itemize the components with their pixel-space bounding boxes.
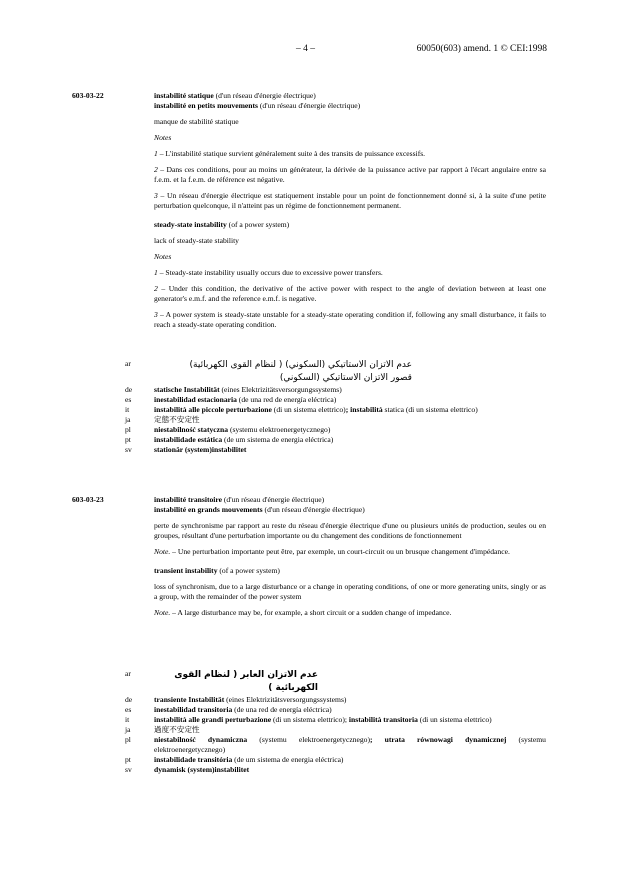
lang-row-pl bbox=[125, 735, 546, 755]
lang-term-sv: stationär (system)instabilitet bbox=[154, 445, 247, 455]
lang-row-ar: ar عدم الاتزان الاستاتيكي (السكوني) ( لنظام القوى الكهربائية) قصور الاتزان الاستاتيكي (السكوني) bbox=[154, 359, 546, 385]
ar-term-1: عدم الاتزان الاستاتيكي (السكوني) ( لنظام القوى الكهربائية) bbox=[189, 360, 412, 370]
fr-note bbox=[154, 547, 546, 557]
entry-body bbox=[154, 495, 546, 618]
lang-term-de bbox=[154, 695, 546, 705]
lang-row-pt bbox=[125, 755, 546, 765]
entry-number: 603-03-23 bbox=[72, 495, 104, 504]
term: instabilità alle piccole perturbazione bbox=[154, 405, 272, 415]
lang-term-pt bbox=[154, 755, 546, 765]
lang-code: de bbox=[125, 695, 133, 705]
lang-row-ja bbox=[125, 415, 546, 425]
lang-row-pt bbox=[125, 435, 546, 445]
lang-code: it bbox=[125, 405, 130, 415]
fr-definition: perte de synchronisme par rapport au reste du réseau d'énergie électrique d'une ou plusieurs unités de production, seules ou en groupes, résultant d'une perturbation importante ou du changement des conditions de fonctionnement bbox=[154, 521, 546, 541]
lang-row-pl bbox=[125, 425, 546, 435]
lang-code: sv bbox=[125, 765, 132, 775]
lang-term-pt bbox=[154, 435, 546, 445]
fr-notes-label: Notes bbox=[154, 133, 172, 143]
term: niestabilność statyczna bbox=[154, 425, 229, 435]
note-label: Note. bbox=[154, 547, 171, 557]
fr-term-synonym-context: (d'un réseau d'énergie électrique) bbox=[258, 101, 361, 111]
note-text: – Un réseau d'énergie électrique est statiquement instable pour un point de fonctionnement donné si, à la suite d'une petite perturbation quelconque, il n'atteint pas un régime de fonctionnement permanent. bbox=[154, 191, 546, 211]
lang-row-es bbox=[125, 705, 546, 715]
en-term-text: steady-state instability bbox=[154, 220, 227, 230]
lang-term-pl bbox=[154, 425, 546, 435]
fr-note-1 bbox=[154, 149, 546, 159]
lang-code: ja bbox=[125, 725, 131, 735]
fr-term-context: (d'un réseau d'énergie électrique) bbox=[222, 495, 325, 504]
lang-term-es bbox=[154, 705, 546, 715]
fr-definition: manque de stabilité statique bbox=[154, 117, 239, 127]
note-text: – Under this condition, the derivative of the active power with respect to the angle of deviation between at least one generator's e.m.f. and the reference e.m.f. is negative. bbox=[154, 284, 546, 304]
en-note-3 bbox=[154, 310, 546, 330]
fr-term-text: instabilité statique bbox=[154, 91, 214, 100]
term-context: (di un sistema elettrico); bbox=[271, 715, 347, 725]
note-text: – A power system is steady-state unstable for a steady-state operating condition if, following any small disturbance, it fails to reach a steady-state operating condition. bbox=[154, 310, 546, 330]
lang-code: es bbox=[125, 395, 132, 405]
note-number: 1 bbox=[154, 149, 158, 159]
lang-row-ar: ar عدم الاتزان العابر ( لنظام القوى الكهربائية ) bbox=[154, 669, 546, 695]
en-note bbox=[154, 608, 546, 618]
lang-row-sv bbox=[125, 765, 546, 775]
term-context: (eines Elektrizitätsversorgungssystems) bbox=[224, 695, 347, 705]
fr-term-synonym bbox=[154, 101, 546, 111]
term: instabilidade transitória bbox=[154, 755, 233, 765]
en-definition: loss of synchronism, due to a large disturbance or a change in operating conditions, of one or more generating units, singly or as a group, with the remainder of the power system bbox=[154, 582, 546, 602]
note-number: 2 bbox=[154, 284, 158, 294]
term: inestabilidad transitoria bbox=[154, 705, 233, 715]
lang-row-ja bbox=[125, 725, 546, 735]
term: statische Instabilität bbox=[154, 385, 220, 395]
term-context: (eines Elektrizitätsversorgungssystems) bbox=[219, 385, 342, 395]
term-context: (de una red de energía eléctrica) bbox=[236, 395, 337, 405]
fr-term bbox=[154, 91, 546, 101]
page-header bbox=[0, 43, 619, 57]
page-number: – 4 – bbox=[296, 44, 315, 54]
fr-term bbox=[154, 495, 546, 505]
lang-code: pl bbox=[125, 425, 131, 435]
en-term-context: (of a power system) bbox=[226, 220, 290, 230]
fr-term-synonym-context: (d'un réseau d'énergie électrique) bbox=[262, 505, 365, 515]
lang-term-ar bbox=[154, 669, 318, 695]
term-separator: ; bbox=[369, 735, 385, 745]
lang-code: es bbox=[125, 705, 132, 715]
en-term bbox=[154, 220, 546, 230]
term-context: (de um sistema de energia eléctrica) bbox=[232, 755, 344, 765]
lang-term-ar bbox=[154, 359, 412, 385]
lang-term-it bbox=[154, 405, 546, 415]
fr-term-synonym-text: instabilité en grands mouvements bbox=[154, 505, 263, 515]
lang-term-ja: 過度不安定性 bbox=[154, 725, 200, 735]
en-definition: lack of steady-state stability bbox=[154, 236, 239, 246]
lang-code: ja bbox=[125, 415, 131, 425]
term-2-context: (di un sistema elettrico) bbox=[417, 715, 492, 725]
ar-term-1: عدم الاتزان العابر ( لنظام القوى الكهربائية ) bbox=[174, 670, 318, 694]
term-separator: ; bbox=[345, 405, 351, 415]
lang-code: pt bbox=[125, 755, 131, 765]
multilingual-terms bbox=[125, 359, 546, 455]
lang-row-it bbox=[125, 715, 546, 725]
lang-term-ja: 定態不安定性 bbox=[154, 415, 200, 425]
entry-number: 603-03-22 bbox=[72, 91, 104, 100]
fr-term-synonym bbox=[154, 505, 546, 515]
fr-term-synonym-text: instabilité en petits mouvements bbox=[154, 101, 258, 111]
fr-note-3 bbox=[154, 191, 546, 211]
note-text: – Dans ces conditions, pour au moins un générateur, la dérivée de la puissance active par rapport à l'écart angulaire entre sa f.e.m. et la f.e.m. de référence est négative. bbox=[154, 165, 546, 185]
note-text: – Une perturbation importante peut être, par exemple, un court-circuit ou un brusque changement d'impédance. bbox=[170, 547, 510, 557]
term: instabilidade estática bbox=[154, 435, 223, 445]
en-term-text: transient instability bbox=[154, 566, 218, 576]
note-number: 3 bbox=[154, 310, 158, 320]
term-2: instabilità transitoria bbox=[348, 715, 418, 725]
note-text: – A large disturbance may be, for example, a short circuit or a sudden change of impedance. bbox=[170, 608, 452, 618]
term-context: (systemu elektroenergetycznego) bbox=[228, 425, 331, 435]
lang-term-de bbox=[154, 385, 546, 395]
lang-term-sv: dynamisk (system)instabilitet bbox=[154, 765, 250, 775]
fr-term-context: (d'un réseau d'énergie électrique) bbox=[213, 91, 316, 100]
lang-row-it bbox=[125, 405, 546, 415]
multilingual-terms bbox=[125, 669, 546, 775]
document-reference: 60050(603) amend. 1 © CEI:1998 bbox=[416, 44, 547, 54]
term-2: instabilità bbox=[350, 405, 383, 415]
lang-row-de bbox=[125, 695, 546, 705]
term-2: utrata równowagi dynamicznej bbox=[384, 735, 507, 745]
lang-code: pl bbox=[125, 735, 131, 745]
lang-code: it bbox=[125, 715, 130, 725]
term-context: (di un sistema elettrico) bbox=[271, 405, 346, 415]
en-term bbox=[154, 566, 546, 576]
note-text: – Steady-state instability usually occurs due to excessive power transfers. bbox=[157, 268, 383, 278]
en-note-1 bbox=[154, 268, 546, 278]
note-number: 3 bbox=[154, 191, 158, 201]
lang-code: de bbox=[125, 385, 133, 395]
term-2-context: (systemu elektroenergetycznego) bbox=[154, 735, 546, 755]
en-term-context: (of a power system) bbox=[217, 566, 280, 576]
lang-code: sv bbox=[125, 445, 132, 455]
entry-body bbox=[154, 91, 546, 330]
lang-code: pt bbox=[125, 435, 131, 445]
ar-term-2: قصور الاتزان الاستاتيكي (السكوني) bbox=[279, 373, 412, 384]
note-number: 2 bbox=[154, 165, 158, 175]
en-notes-label: Notes bbox=[154, 252, 172, 262]
term-context: (de una red de energía eléctrica) bbox=[232, 705, 332, 715]
term: niestabilność dynamiczna bbox=[154, 735, 248, 745]
term-2-context: statica (di un sistema elettrico) bbox=[382, 405, 478, 415]
lang-term-it bbox=[154, 715, 546, 725]
term: inestabilidad estacionaria bbox=[154, 395, 237, 405]
term: transiente Instabilität bbox=[154, 695, 225, 705]
term: instabilità alle grandi perturbazione bbox=[154, 715, 272, 725]
fr-term-text: instabilité transitoire bbox=[154, 495, 222, 504]
fr-note-2 bbox=[154, 165, 546, 185]
term-context: (systemu elektroenergetycznego) bbox=[247, 735, 370, 745]
term-context: (de um sistema de energia eléctrica) bbox=[222, 435, 334, 445]
en-note-2 bbox=[154, 284, 546, 304]
note-label: Note. bbox=[154, 608, 171, 618]
note-text: – L'instabilité statique survient généralement suite à des transits de puissance excessifs. bbox=[157, 149, 426, 159]
lang-term-es bbox=[154, 395, 546, 405]
note-number: 1 bbox=[154, 268, 158, 278]
lang-row-sv bbox=[125, 445, 546, 455]
lang-row-de bbox=[125, 385, 546, 395]
lang-term-pl bbox=[154, 735, 546, 755]
lang-row-es bbox=[125, 395, 546, 405]
